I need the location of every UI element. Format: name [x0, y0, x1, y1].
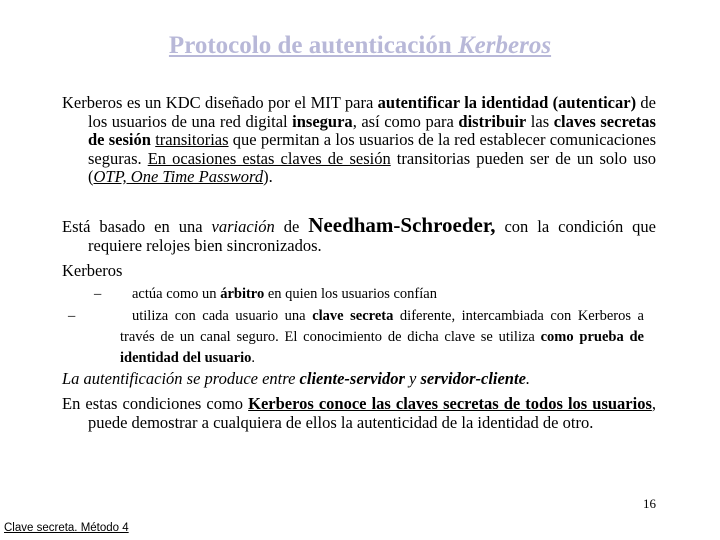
- s2-text-e: .: [251, 350, 255, 366]
- page-number: 16: [643, 496, 656, 511]
- p5-bold-kerberos-knows: Kerberos conoce las claves secretas de todos los usuarios: [248, 394, 652, 413]
- paragraph-conditions: [62, 395, 656, 432]
- sub-item-arbiter: [94, 284, 642, 305]
- p1-bold-session-keys: claves secretas de sesión: [88, 111, 656, 149]
- p2-text-a: Está basado en una: [62, 217, 212, 236]
- dash-bullet: –: [68, 308, 76, 324]
- s2-text-a: utiliza con cada usuario una: [132, 308, 313, 324]
- p4-bold-client-server: cliente-servidor: [299, 369, 405, 388]
- p1-text-k: que permitan a los usuarios de la red establecer comunicaciones seguras.: [88, 130, 656, 168]
- p1-bold-insecure: insegura: [292, 111, 353, 131]
- sub-item-secret-key: [68, 306, 644, 369]
- p1-text-a: Kerberos es un KDC diseñado por el MIT para: [62, 93, 378, 112]
- s2-bold-identity-proof: como prueba de identidad del usuario: [120, 329, 644, 366]
- s2-bold-secret-key: clave secreta: [312, 308, 394, 324]
- paragraph-kerberos-definition: [62, 94, 656, 187]
- p2-italic-variation: variación: [211, 217, 275, 236]
- s1-bold-arbiter: árbitro: [220, 286, 265, 302]
- paragraph-needham-schroeder: [62, 213, 657, 255]
- title-italic-text: Kerberos: [458, 32, 552, 59]
- s1-text-c: en quien los usuarios confían: [264, 286, 437, 302]
- p1-underline-transient: transitorias: [155, 130, 229, 149]
- p1-text-c: de los usuarios de una red digital: [88, 93, 657, 131]
- p4-italic-e: .: [525, 369, 531, 388]
- p5-text-c: , puede demostrar a cualquiera de ellos la autenticidad de la identidad de otro.: [88, 394, 656, 432]
- dash-bullet: –: [94, 286, 102, 302]
- p2-needham-schroeder: Needham-Schroeder,: [308, 213, 496, 237]
- p4-bold-server-client: servidor-cliente: [420, 369, 526, 388]
- p4-italic-a: La autentificación se produce entre: [62, 369, 300, 388]
- p1-text-m: transitorias pueden ser de un solo uso (: [88, 148, 657, 186]
- p4-italic-c: y: [404, 369, 421, 388]
- p3-text: Kerberos: [62, 261, 123, 280]
- footer-link[interactable]: Clave secreta. Método 4: [4, 522, 129, 534]
- p2-text-e: con la condición que requiere relojes bien sincronizados.: [88, 217, 657, 255]
- p1-text-o: ).: [263, 167, 273, 186]
- p1-underline-occasions: En ocasiones estas claves de sesión: [147, 148, 391, 168]
- s1-text-a: actúa como un: [132, 286, 221, 302]
- s2-text-c: diferente, intercambiada con Kerberos a través de un canal seguro. El conocimiento de dicha clave se utiliza: [120, 308, 644, 345]
- p1-text-e: , así como para: [352, 111, 459, 131]
- p1-bold-distribute: distribuir: [458, 111, 527, 131]
- p1-text-g: las: [526, 111, 554, 131]
- slide-title: [0, 32, 720, 60]
- p1-bold-authenticate: autentificar la identidad (autenticar): [377, 93, 637, 112]
- title-text: Protocolo de autenticación: [168, 32, 458, 59]
- p2-text-c: de: [274, 217, 309, 236]
- paragraph-kerberos-label: [62, 262, 656, 281]
- p1-italic-otp: OTP, One Time Password: [93, 167, 264, 186]
- p5-text-a: En estas condiciones como: [62, 394, 249, 413]
- paragraph-authentication: [62, 370, 656, 389]
